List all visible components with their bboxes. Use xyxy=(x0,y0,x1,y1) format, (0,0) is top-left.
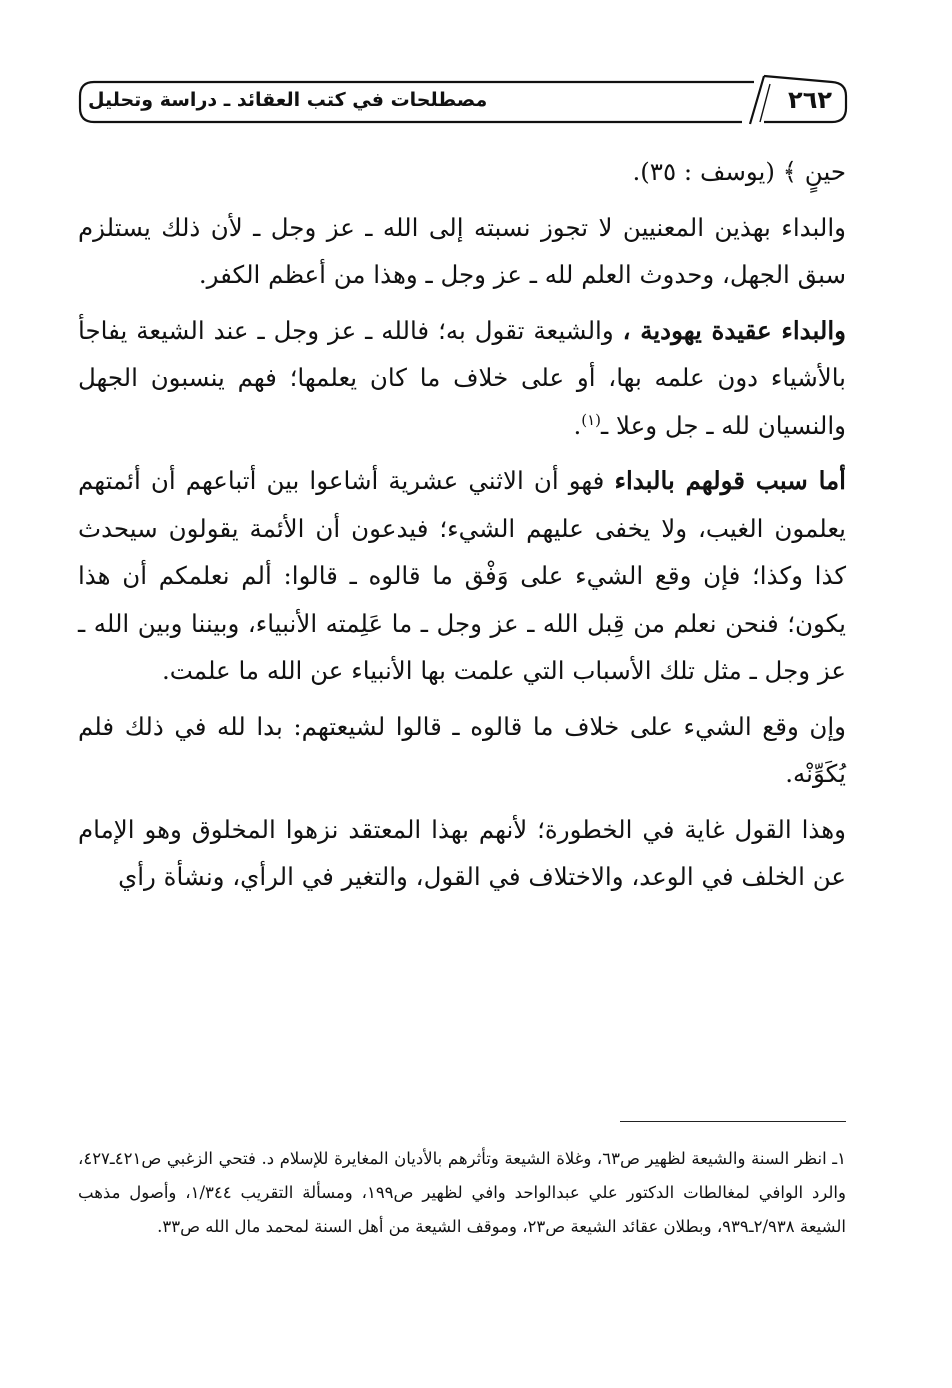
page-header xyxy=(74,74,850,126)
paragraph-1: حينٍ ﴾ (يوسف : ٣٥). xyxy=(632,157,846,186)
paragraph-3-heading: والبداء عقيدة يهودية ، xyxy=(622,315,846,345)
paragraph-5: وإن وقع الشيء على خلاف ما قالوه ـ قالوا لشيعتهم: بدا لله في ذلك فلم يُكَوِّنْه. xyxy=(78,711,846,788)
footnote-reference: (١) xyxy=(581,410,602,429)
paragraph-4-heading: أما سبب قولهم بالبداء xyxy=(614,466,846,495)
main-text xyxy=(78,148,846,901)
paragraph-2: والبداء بهذين المعنيين لا تجوز نسبته إلى الله ـ عز وجل ـ لأن ذلك يستلزم سبق الجهل، وحدوث العلم لله ـ عز وجل ـ وهذا من أعظم الكفر. xyxy=(78,212,846,289)
footnote-1: ١ـ انظر السنة والشيعة لظهير ص٦٣، وغلاة الشيعة وتأثرهم بالأديان المغايرة للإسلام د. فتحي الزغبي ص٤٢١ـ٤٢٧، والرد الوافي لمغالطات الدكتور علي عبدالواحد وافي لظهير ص١٩٩، ومسألة التقريب ١/٣٤٤، وأصول مذهب الشيعة ٢/٩٣٨ـ٩٣٩، وبطلان عقائد الشيعة ص٢٣، وموقف الشيعة من أهل السنة لمحمد مال الله ص٣٣. xyxy=(78,1149,846,1236)
paragraph-4-text: فهو أن الاثني عشرية أشاعوا بين أتباعهم أن أئمتهم يعلمون الغيب، ولا يخفى عليهم الشيء؛ فيدعون أن الأئمة يقولون سيحدث كذا وكذا؛ فإن وقع الشيء على وَفْق ما قالوه ـ قالوا: ألم نعلمكم أن هذا يكون؛ فنحن نعلم من قِبل الله ـ عز وجل ـ ما عَلِمته الأنبياء، وبيننا وبين الله ـ عز وجل ـ مثل تلك الأسباب التي علمت بها الأنبياء عن الله ما علمت. xyxy=(78,466,846,685)
footnotes xyxy=(78,1142,846,1244)
paragraph-3 xyxy=(78,307,846,450)
page-number: ٢٦٢ xyxy=(788,86,832,114)
paragraph-4 xyxy=(78,457,846,695)
running-title: مصطلحات في كتب العقائد ـ دراسة وتحليل xyxy=(88,89,488,111)
paragraph-3-text: والشيعة تقول به؛ فالله ـ عز وجل ـ عند الشيعة يفاجأ بالأشياء دون علمه بها، أو على خلاف ما كان يعلمها؛ فهم ينسبون الجهل والنسيان لله ـ جل وعلا ـ xyxy=(78,315,846,440)
paragraph-3-end: . xyxy=(573,410,582,440)
footnote-divider xyxy=(620,1121,846,1122)
paragraph-6: وهذا القول غاية في الخطورة؛ لأنهم بهذا المعتقد نزهوا المخلوق وهو الإمام عن الخلف في الوعد، والاختلاف في القول، والتغير في الرأي، ونشأة رأي xyxy=(78,814,846,891)
